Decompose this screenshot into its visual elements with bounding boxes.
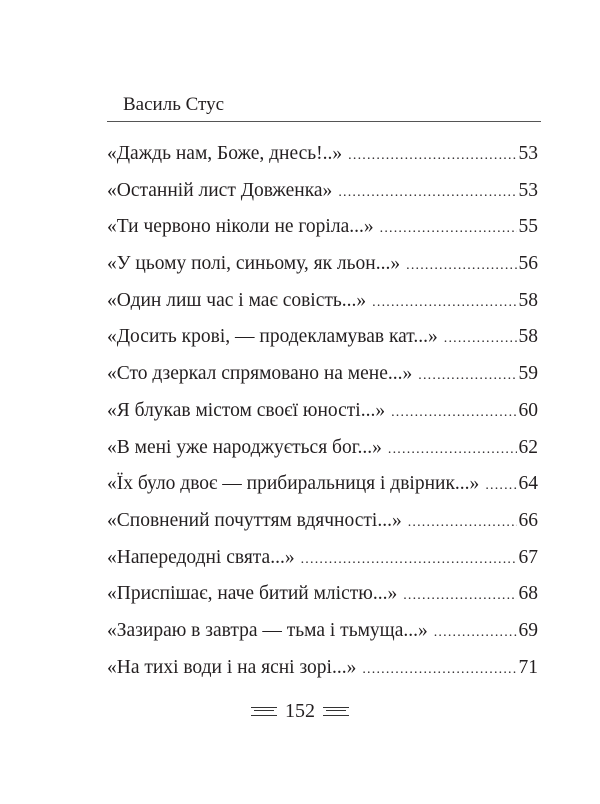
- toc-entry: [107, 547, 538, 584]
- toc-entry: [107, 253, 538, 290]
- toc-entry-page: 58: [518, 326, 538, 348]
- page-number: 152: [285, 700, 315, 722]
- dot-leader: [391, 405, 516, 421]
- toc-entry-page: 62: [518, 436, 538, 458]
- dot-leader: [444, 331, 517, 347]
- toc-entry: [107, 216, 538, 253]
- toc-entry: [107, 437, 538, 474]
- toc-entry: [107, 400, 538, 437]
- dot-leader: [348, 148, 516, 164]
- toc-entry: [107, 326, 538, 363]
- page-footer: [0, 700, 600, 723]
- dot-leader: [403, 588, 516, 604]
- dot-leader: [338, 185, 516, 201]
- header-rule: [107, 121, 541, 122]
- dot-leader: [362, 662, 516, 678]
- toc-entry-page: 71: [518, 656, 538, 678]
- ornament-right-icon: [323, 707, 349, 716]
- dot-leader: [408, 515, 517, 531]
- dot-leader: [418, 368, 516, 384]
- toc-entry: [107, 290, 538, 327]
- toc-entry-title: «В мені уже народжується бог...»: [107, 436, 382, 458]
- toc-entry: [107, 143, 538, 180]
- toc-entry: [107, 363, 538, 400]
- toc-entry-page: 66: [518, 509, 538, 531]
- toc-entry-page: 69: [518, 619, 538, 641]
- toc-entry-title: «Зазираю в завтра — тьма і тьмуща...»: [107, 619, 428, 641]
- toc-entry-page: 67: [518, 546, 538, 568]
- toc-entry-page: 68: [518, 583, 538, 605]
- toc-entry-title: «Ти червоно ніколи не горіла...»: [107, 216, 374, 238]
- running-header-author: Василь Стус: [123, 94, 225, 115]
- toc-entry-title: «Приспішає, наче битий млістю...»: [107, 583, 398, 605]
- dot-leader: [434, 625, 517, 641]
- table-of-contents: [107, 143, 538, 693]
- toc-entry-title: «Останній лист Довженка»: [107, 179, 333, 201]
- toc-entry-title: «Даждь нам, Боже, днесь!..»: [107, 143, 343, 164]
- toc-entry-page: 59: [518, 363, 538, 385]
- toc-entry-title: «Досить крові, — продекламував кат...»: [107, 326, 438, 348]
- dot-leader: [406, 258, 516, 274]
- ornament-left-icon: [251, 707, 277, 716]
- toc-entry-page: 55: [518, 216, 538, 238]
- dot-leader: [380, 221, 517, 237]
- toc-entry: [107, 583, 538, 620]
- dot-leader: [485, 478, 516, 494]
- toc-entry-title: «Їх було двоє — прибиральниця і двірник...»: [107, 473, 480, 495]
- toc-entry-title: «Сповнений почуттям вдячності...»: [107, 509, 402, 531]
- toc-entry-page: 53: [518, 143, 538, 164]
- toc-entry: [107, 180, 538, 217]
- toc-entry-title: «Сто дзеркал спрямовано на мене...»: [107, 363, 413, 385]
- dot-leader: [388, 442, 517, 458]
- toc-entry-title: «На тихі води і на ясні зорі...»: [107, 656, 357, 678]
- toc-entry-page: 56: [518, 253, 538, 275]
- toc-entry: [107, 510, 538, 547]
- toc-entry-title: «У цьому полі, синьому, як льон...»: [107, 253, 401, 275]
- toc-entry: [107, 657, 538, 694]
- dot-leader: [372, 295, 516, 311]
- dot-leader: [301, 552, 517, 568]
- toc-entry: [107, 473, 538, 510]
- toc-entry-page: 58: [518, 289, 538, 311]
- toc-entry-title: «Я блукав містом своєї юності...»: [107, 399, 386, 421]
- toc-entry-title: «Один лиш час і має совість...»: [107, 289, 367, 311]
- toc-entry-title: «Напередодні свята...»: [107, 546, 295, 568]
- toc-entry-page: 53: [518, 179, 538, 201]
- toc-entry: [107, 620, 538, 657]
- toc-entry-page: 64: [518, 473, 538, 495]
- toc-entry-page: 60: [518, 399, 538, 421]
